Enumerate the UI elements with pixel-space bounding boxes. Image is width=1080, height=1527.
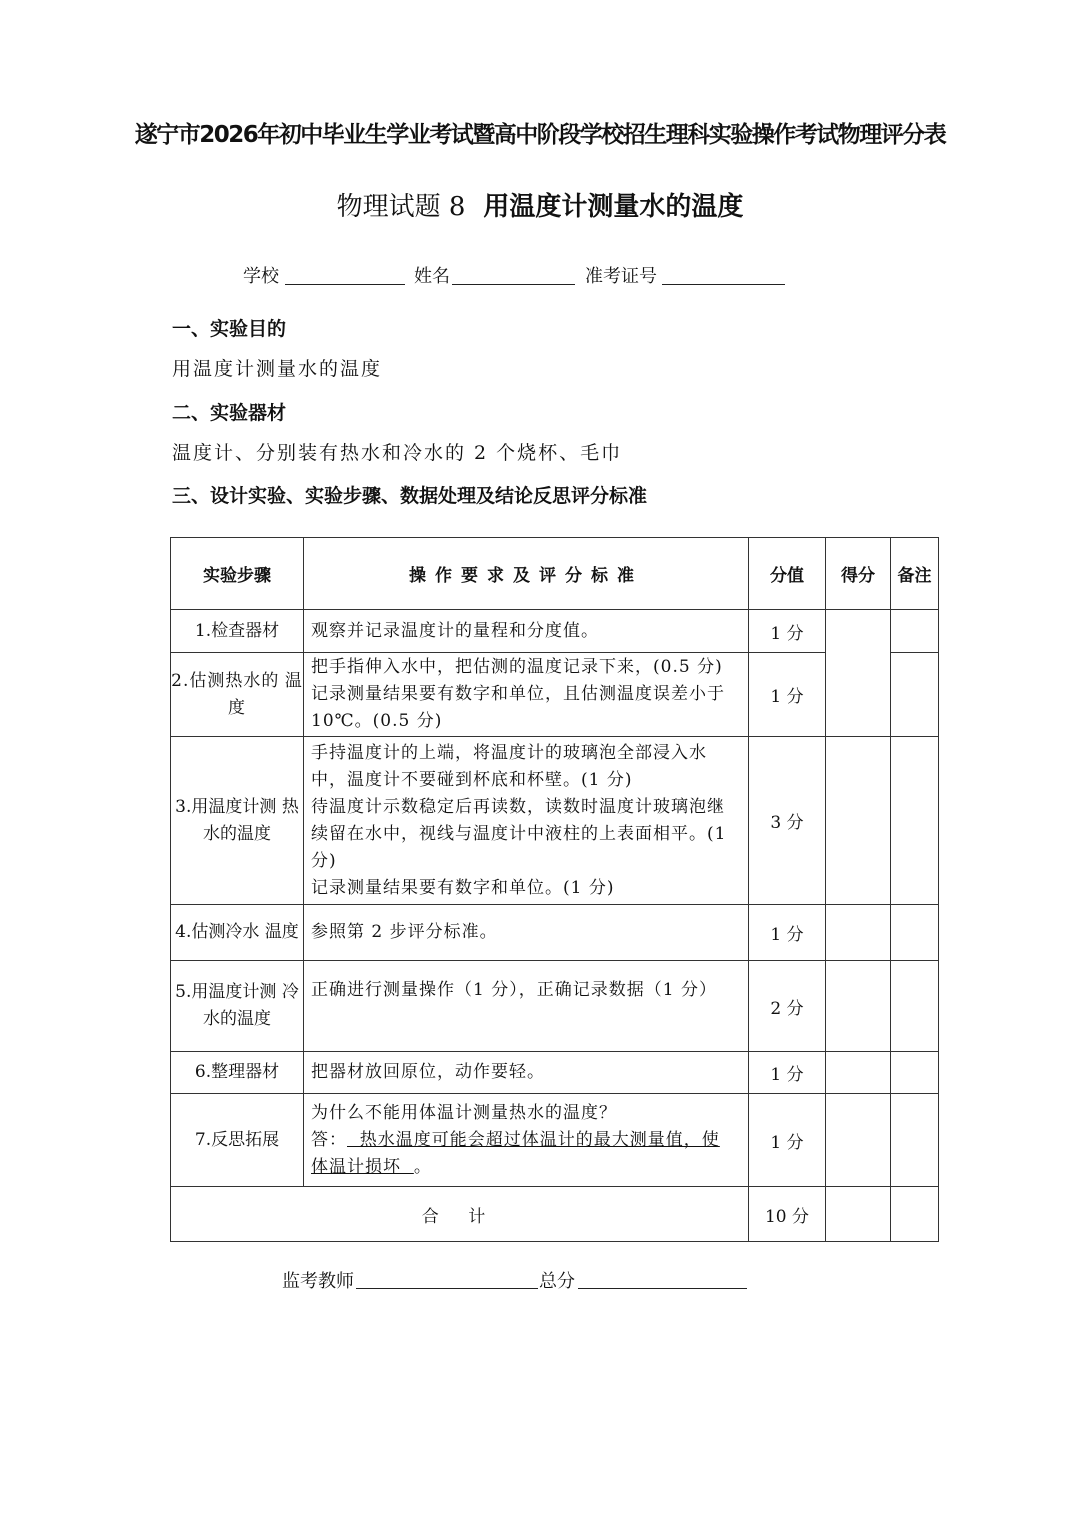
total-remarks-cell[interactable] (891, 1187, 939, 1242)
requirement-line: 10℃。(0.5 分) (311, 711, 443, 731)
experiment-topic: 用温度计测量水的温度 (483, 192, 744, 222)
criteria-heading: 三、设计实验、实验步骤、数据处理及结论反思评分标准 (172, 485, 648, 507)
page-title: 遂宁市2026年初中毕业生学业考试暨高中阶段学校招生理科实验操作考试物理评分表 (134, 122, 946, 148)
answer-text-cont: 体温计损坏 (311, 1156, 414, 1177)
requirement-cell (304, 610, 749, 653)
requirement-cell (304, 653, 749, 737)
step-cell (171, 961, 304, 1052)
step-label-cont: 热水的温度 (203, 796, 299, 844)
remarks-cell[interactable] (891, 1094, 939, 1187)
requirement-line: 分) (311, 850, 337, 871)
table-row (171, 1094, 939, 1187)
materials-text: 温度计、分别装有热水和冷水的 2 个烧杯、毛巾 (172, 442, 623, 464)
step-cell (171, 653, 304, 737)
step-label-cont: 冷水的温度 (203, 982, 299, 1029)
reflection-answer-line2 (311, 1154, 742, 1181)
header-remarks: 备注 (891, 538, 939, 610)
score-input-cell[interactable] (826, 961, 891, 1052)
header-requirement: 操作要求及评分标准 (304, 538, 749, 610)
experiment-number: 物理试题 8 (336, 192, 466, 222)
name-field[interactable] (452, 264, 575, 285)
answer-label: 答： (311, 1129, 347, 1150)
points-cell: 3 分 (749, 737, 826, 905)
requirement-cell (304, 737, 749, 905)
total-score-cell[interactable] (826, 1187, 891, 1242)
invigilator-signature-field[interactable] (356, 1270, 538, 1289)
step-cell (171, 1052, 304, 1094)
header-score: 得分 (826, 538, 891, 610)
points-cell: 1 分 (749, 1052, 826, 1094)
purpose-heading: 一、实验目的 (172, 318, 287, 340)
requirement-line: 记录测量结果要有数字和单位，且估测温度误差小于 (311, 684, 725, 704)
step-label: 2.估测热水的 (171, 670, 280, 691)
requirement-line: 把手指伸入水中，把估测的温度记录下来，(0.5 分) (311, 657, 723, 677)
scoring-table (170, 537, 939, 1242)
step-cell (171, 737, 304, 905)
requirement-line: 记录测量结果要有数字和单位。(1 分) (311, 877, 615, 898)
step-label-cont: 温度 (264, 922, 299, 942)
points-cell: 1 分 (749, 610, 826, 653)
header-points: 分值 (749, 538, 826, 610)
total-row (171, 1187, 939, 1242)
score-input-cell[interactable] (826, 1052, 891, 1094)
score-input-cell[interactable] (826, 610, 891, 737)
step-label: 4.估测冷水 (175, 922, 260, 942)
points-cell: 1 分 (749, 905, 826, 961)
step-label: 6.整理器材 (194, 1062, 280, 1082)
requirement-line: 中，温度计不要碰到杯底和杯壁。(1 分) (311, 769, 633, 790)
points-cell: 2 分 (749, 961, 826, 1052)
exam-id-label: 准考证号 (585, 266, 657, 287)
requirement-line: 观察并记录温度计的量程和分度值。 (311, 620, 599, 641)
remarks-cell[interactable] (891, 610, 939, 653)
table-row (171, 610, 939, 653)
step-cell (171, 610, 304, 653)
remarks-cell[interactable] (891, 653, 939, 737)
reflection-answer-line1 (311, 1127, 742, 1154)
exam-id-field[interactable] (662, 264, 785, 285)
answer-text: 热水温度可能会超过体温计的最大测量值，使 (347, 1129, 720, 1150)
points-cell: 1 分 (749, 1094, 826, 1187)
remarks-cell[interactable] (891, 737, 939, 905)
invigilator-label: 监考教师 (282, 1271, 354, 1292)
requirement-cell (304, 905, 749, 961)
requirement-line: 待温度计示数稳定后再读数，读数时温度计玻璃泡继 (311, 796, 725, 817)
requirement-line: 手持温度计的上端，将温度计的玻璃泡全部浸入水 (311, 742, 707, 763)
total-label: 合 计 (171, 1187, 749, 1242)
step-cell (171, 1094, 304, 1187)
requirement-line: 参照第 2 步评分标准。 (311, 922, 498, 942)
requirement-line: 把器材放回原位，动作要轻。 (311, 1062, 545, 1082)
score-input-cell[interactable] (826, 1094, 891, 1187)
school-label: 学校 (243, 266, 279, 287)
table-row (171, 961, 939, 1052)
step-label: 3.用温度计测 (175, 796, 277, 817)
step-label: 5.用温度计测 (175, 982, 277, 1002)
points-cell: 1 分 (749, 653, 826, 737)
remarks-cell[interactable] (891, 961, 939, 1052)
total-points: 10 分 (749, 1187, 826, 1242)
materials-heading: 二、实验器材 (172, 402, 287, 424)
remarks-cell[interactable] (891, 1052, 939, 1094)
total-score-label: 总分 (539, 1271, 575, 1292)
table-header-row (171, 538, 939, 610)
requirement-line: 正确进行测量操作（1 分），正确记录数据（1 分） (311, 980, 717, 1000)
step-label: 1.检查器材 (194, 620, 280, 641)
remarks-cell[interactable] (891, 905, 939, 961)
step-label-cont: 温度 (228, 670, 303, 718)
score-input-cell[interactable] (826, 737, 891, 905)
name-label: 姓名 (414, 266, 450, 287)
purpose-text: 用温度计测量水的温度 (172, 358, 383, 380)
reflection-question: 为什么不能用体温计测量热水的温度？ (311, 1102, 617, 1123)
answer-end: 。 (413, 1156, 432, 1177)
table-row (171, 905, 939, 961)
total-score-field[interactable] (578, 1270, 747, 1289)
table-row (171, 1052, 939, 1094)
header-step: 实验步骤 (171, 538, 304, 610)
step-cell (171, 905, 304, 961)
table-row (171, 653, 939, 737)
table-row (171, 737, 939, 905)
experiment-title (0, 186, 1080, 223)
requirement-cell (304, 1094, 749, 1187)
step-label: 7.反思拓展 (194, 1129, 280, 1150)
score-input-cell[interactable] (826, 905, 891, 961)
requirement-cell (304, 1052, 749, 1094)
school-field[interactable] (285, 264, 405, 285)
requirement-line: 续留在水中，视线与温度计中液柱的上表面相平。(1 (311, 823, 727, 844)
requirement-cell (304, 961, 749, 1052)
